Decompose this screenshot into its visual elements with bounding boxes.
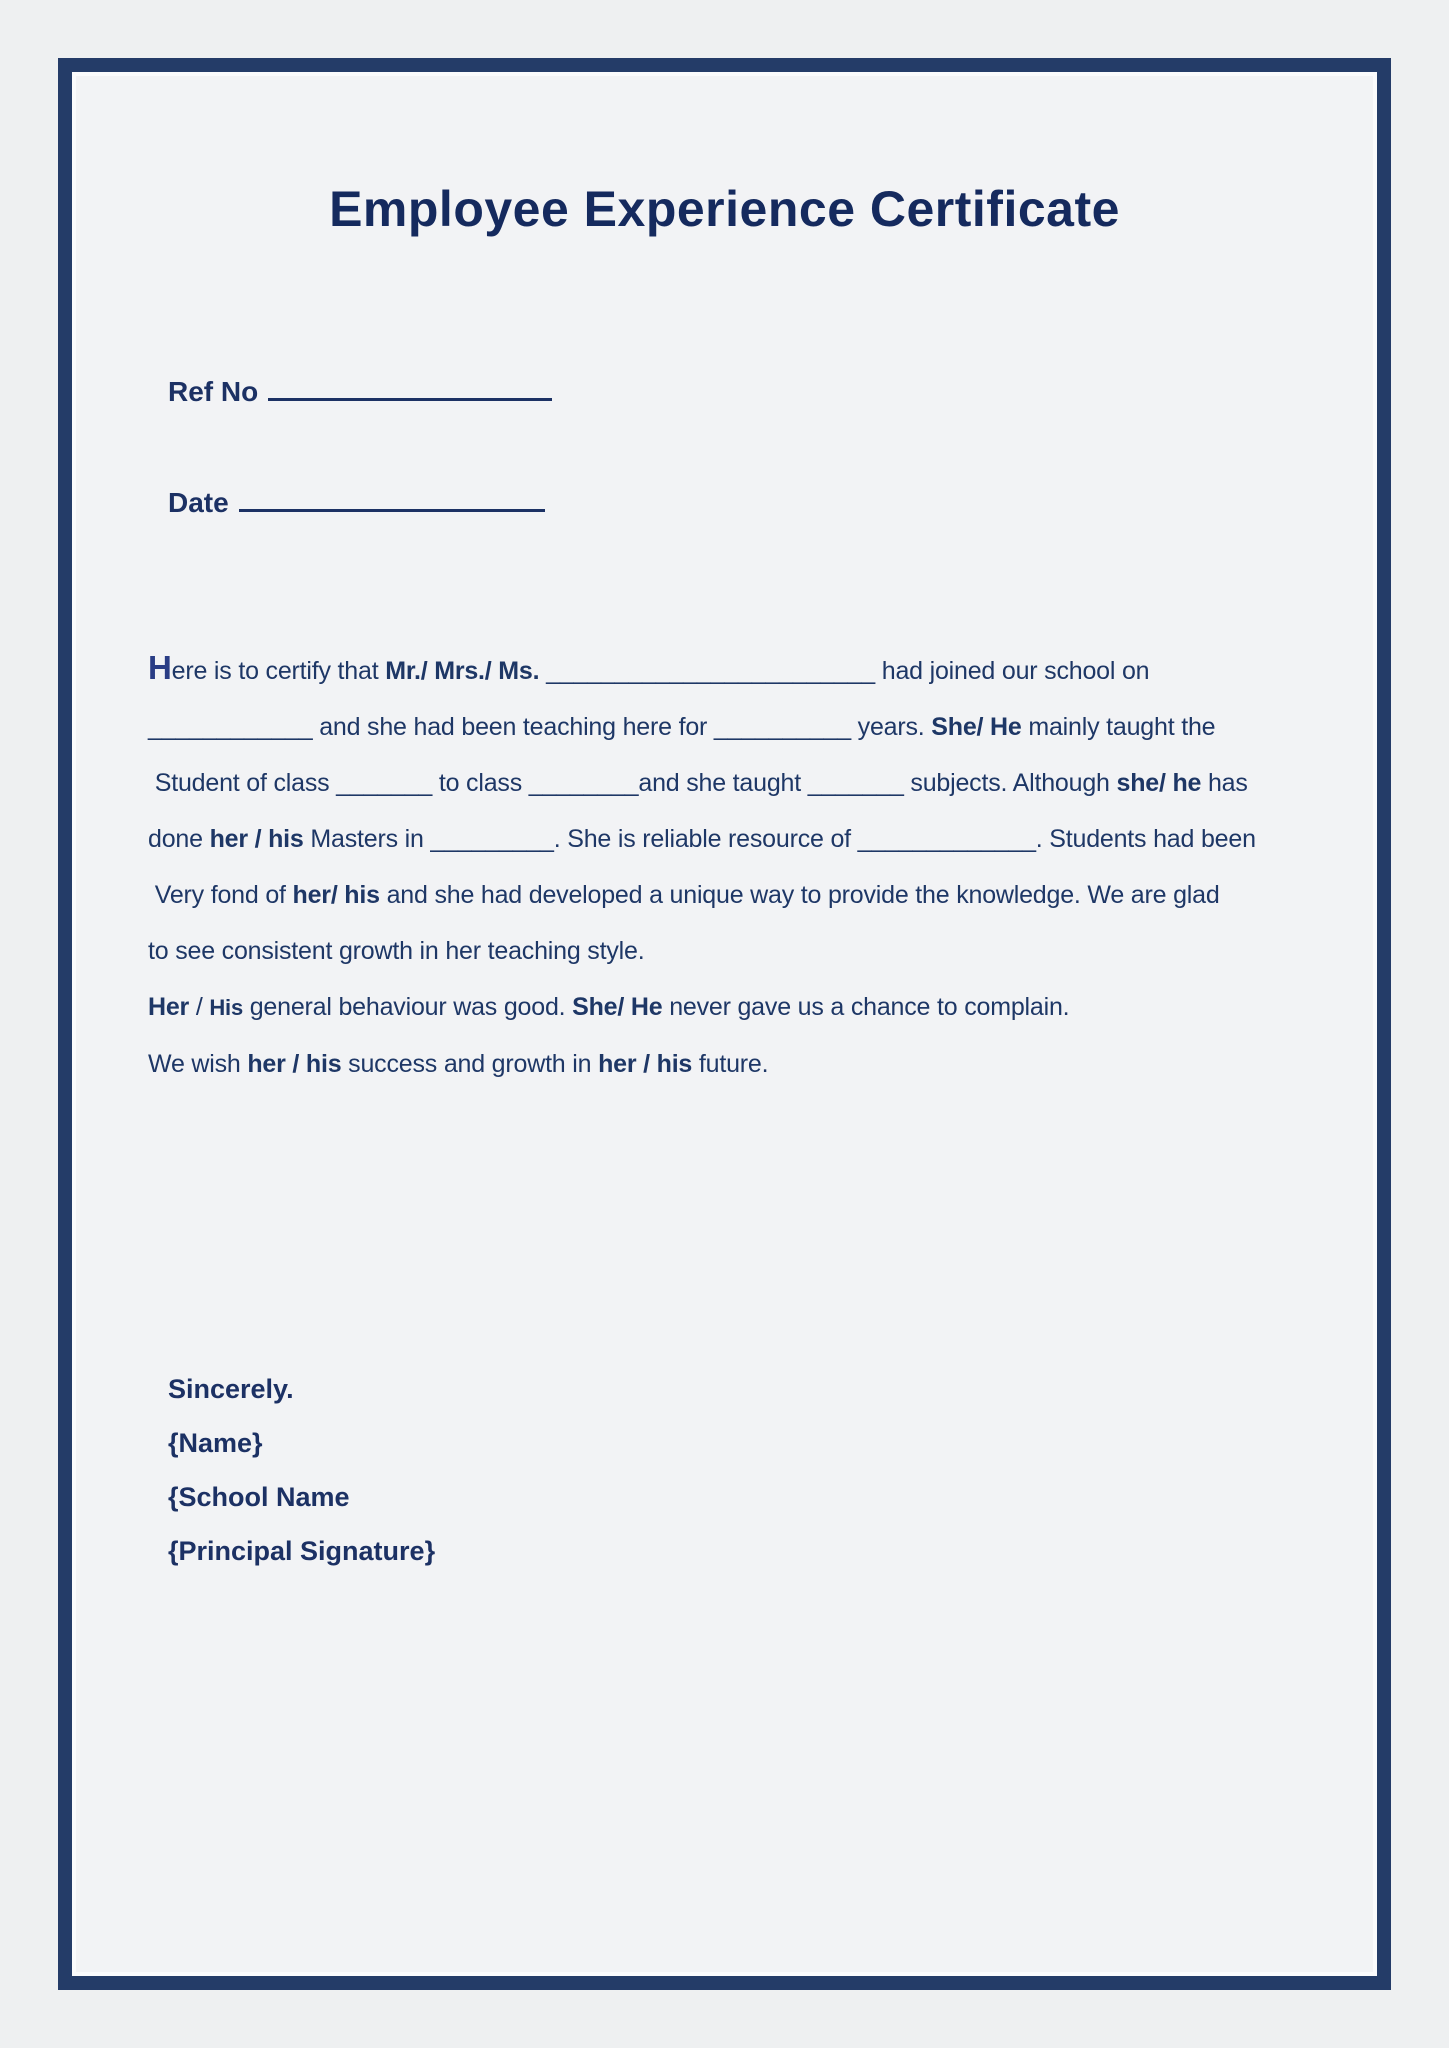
date-blank-line (239, 481, 545, 512)
page-title: Employee Experience Certificate (329, 181, 1120, 237)
body-text-segment: We wish (148, 1050, 248, 1078)
body-text-segment: His (209, 995, 243, 1020)
body-text-segment: general behaviour was good. (242, 993, 573, 1021)
body-text-segment: to see consistent growth in her teaching style. (148, 937, 645, 965)
body-line (148, 699, 1348, 755)
body-text-segment: She/ He (931, 713, 1022, 741)
body-text-segment: Her (148, 993, 190, 1021)
body-text-segment: ____________ and she had been teaching here for __________ years. (148, 713, 932, 741)
body-text-segment: her / his (247, 1050, 342, 1078)
body-text-segment: mainly taught the (1021, 713, 1216, 741)
certificate-body-paragraph (148, 640, 1348, 1092)
body-text-segment: Very fond of (148, 881, 293, 909)
body-text-segment: Student of class _______ to class ________and she taught _______ subjects. Although (148, 769, 1117, 797)
body-line (148, 867, 1348, 923)
date-field (168, 481, 545, 519)
body-line (148, 979, 1348, 1036)
body-text-segment: ________________________ had joined our school on (539, 657, 1150, 685)
signature-line: {School Name (168, 1482, 350, 1512)
body-text-segment: Mr./ Mrs./ Ms. (385, 657, 540, 685)
body-text-segment: her/ his (292, 881, 380, 909)
signature-block (168, 1362, 435, 1578)
body-text-segment: has (1201, 769, 1248, 797)
body-line (148, 755, 1348, 811)
body-text-segment: done (148, 825, 210, 853)
body-line (148, 811, 1348, 867)
body-text-segment: she/ he (1116, 769, 1202, 797)
signature-line: {Principal Signature} (168, 1536, 436, 1566)
dropcap-letter: H (148, 649, 172, 686)
body-text-segment: Masters in _________. She is reliable resource of _____________. Students had been (303, 825, 1256, 853)
body-text-segment: never gave us a chance to complain. (662, 993, 1070, 1021)
body-text-segment: ere is to certify that (171, 657, 386, 685)
ref-no-field (168, 370, 552, 408)
body-line (148, 1036, 1348, 1092)
body-text-segment: success and growth in (341, 1050, 599, 1078)
date-label: Date (168, 487, 229, 518)
body-text-segment: her / his (209, 825, 304, 853)
body-line (148, 923, 1348, 979)
body-text-segment: She/ He (572, 993, 663, 1021)
signature-line: Sincerely. (168, 1374, 294, 1404)
signature-line: {Name} (168, 1428, 263, 1458)
body-text-segment: future. (692, 1050, 769, 1078)
body-text-segment: her / his (598, 1050, 693, 1078)
ref-no-label: Ref No (168, 376, 259, 407)
body-text-segment: / (189, 993, 210, 1021)
body-line (148, 640, 1348, 699)
body-text-segment: and she had developed a unique way to provide the knowledge. We are glad (379, 881, 1220, 909)
ref-no-blank-line (268, 370, 552, 401)
